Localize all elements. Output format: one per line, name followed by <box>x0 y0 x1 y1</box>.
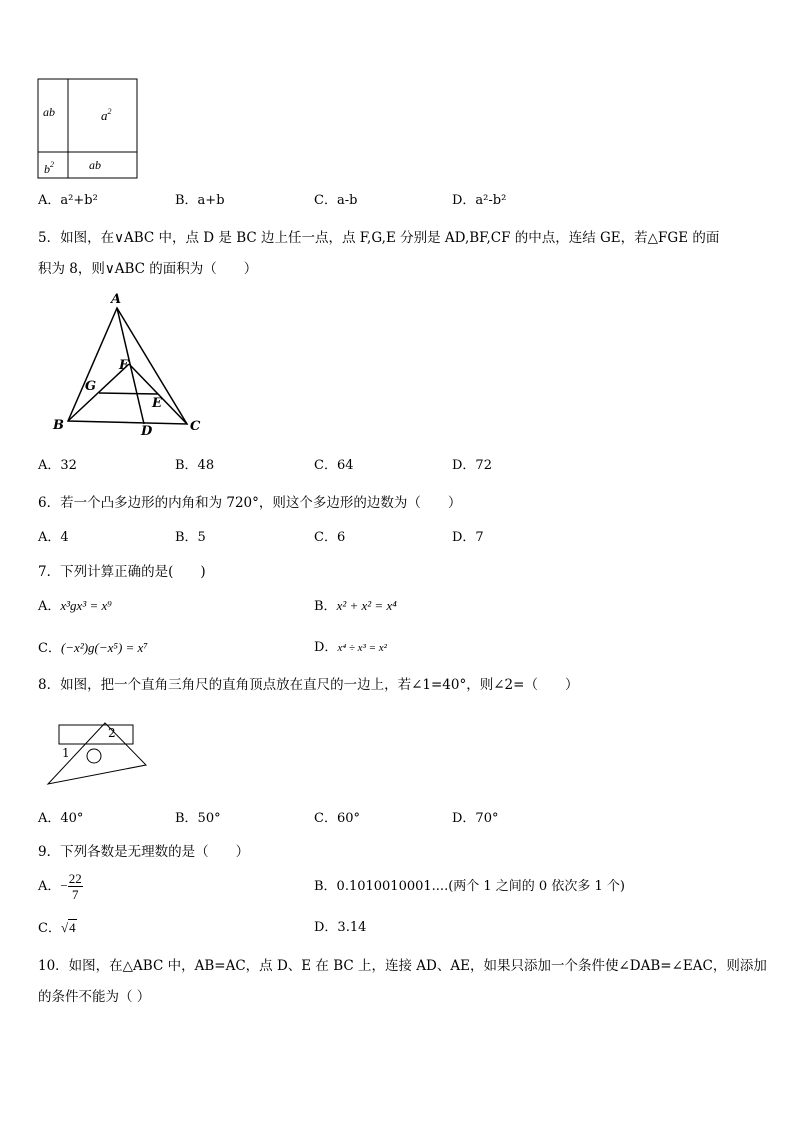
q8-option-a[interactable]: A．40° <box>38 811 84 826</box>
q7-option-b[interactable]: B．x² + x² = x⁴ <box>314 598 397 614</box>
q4-option-a[interactable]: A．a²+b² <box>38 193 98 208</box>
q5-option-d[interactable]: D．72 <box>452 458 492 473</box>
q8-option-b[interactable]: B．50° <box>175 811 221 826</box>
angle-1-label: 1 <box>62 746 70 760</box>
point-a-label: A <box>111 292 122 307</box>
point-g-label: G <box>85 379 97 394</box>
q8-stem: 8．如图，把一个直角三角尺的直角顶点放在直尺的一边上，若∠1=40°，则∠2=（ ） <box>38 677 579 693</box>
square-root: √4 <box>60 920 76 935</box>
q5-option-a[interactable]: A．32 <box>38 458 77 473</box>
q6-option-d[interactable]: D．7 <box>452 530 484 545</box>
q7-stem: 7．下列计算正确的是( ) <box>38 564 206 580</box>
q10-stem-line1: 10．如图，在△ABC 中，AB=AC，点 D、E 在 BC 上，连接 AD、AE，如果只添加一个条件使∠DAB=∠EAC，则添加 <box>38 958 767 974</box>
q7-option-c[interactable]: C．(−x²)g(−x⁵) = x⁷ <box>38 640 148 656</box>
q5-stem-line2: 积为 8，则∨ABC 的面积为（ ） <box>38 261 258 277</box>
square-label-ab-bottom: ab <box>89 158 101 172</box>
square-label-a-squared: $a^2$ <box>101 107 112 123</box>
fraction: $\frac{22}{7}$ <box>68 871 82 902</box>
q10-stem-line2: 的条件不能为（ ） <box>38 989 151 1005</box>
q6-option-c[interactable]: C．6 <box>314 530 346 545</box>
q9-option-a[interactable]: A．− $\frac{22}{7}$ <box>38 871 82 902</box>
q4-option-b[interactable]: B．a+b <box>175 193 225 208</box>
square-label-ab-top: ab <box>43 105 55 119</box>
q6-stem: 6．若一个凸多边形的内角和为 720°，则这个多边形的边数为（ ） <box>38 495 462 511</box>
triangle-abc-figure <box>48 290 218 440</box>
q5-stem-line1: 5．如图，在∨ABC 中，点 D 是 BC 边上任一点，点 F,G,E 分别是 AD,BF,CF 的中点，连结 GE，若△FGE 的面 <box>38 230 720 246</box>
q9-option-d[interactable]: D．3.14 <box>314 920 367 935</box>
q7-option-d[interactable]: D．x⁴ ÷ x³ = x² <box>314 640 387 655</box>
point-b-label: B <box>53 418 64 433</box>
q5-option-c[interactable]: C．64 <box>314 458 354 473</box>
q4-option-d[interactable]: D．a²-b² <box>452 193 507 208</box>
q4-option-c[interactable]: C．a-b <box>314 193 358 208</box>
point-c-label: C <box>190 419 201 434</box>
q6-option-a[interactable]: A．4 <box>38 530 69 545</box>
point-d-label: D <box>141 424 153 439</box>
point-e-label: E <box>152 396 162 411</box>
point-f-label: F <box>119 358 129 373</box>
q9-option-c[interactable]: C．√4 <box>38 920 76 936</box>
q9-option-b[interactable]: B．0.1010010001....(两个 1 之间的 0 依次多 1 个) <box>314 879 625 894</box>
q6-option-b[interactable]: B．5 <box>175 530 206 545</box>
q5-option-b[interactable]: B．48 <box>175 458 215 473</box>
q9-stem: 9．下列各数是无理数的是（ ） <box>38 844 250 860</box>
angle-2-label: 2 <box>108 726 116 740</box>
q8-option-c[interactable]: C．60° <box>314 811 360 826</box>
q7-option-a[interactable]: A．x³gx³ = x⁹ <box>38 598 112 614</box>
q8-option-d[interactable]: D．70° <box>452 811 499 826</box>
square-label-b-squared: $b^2$ <box>44 160 54 176</box>
